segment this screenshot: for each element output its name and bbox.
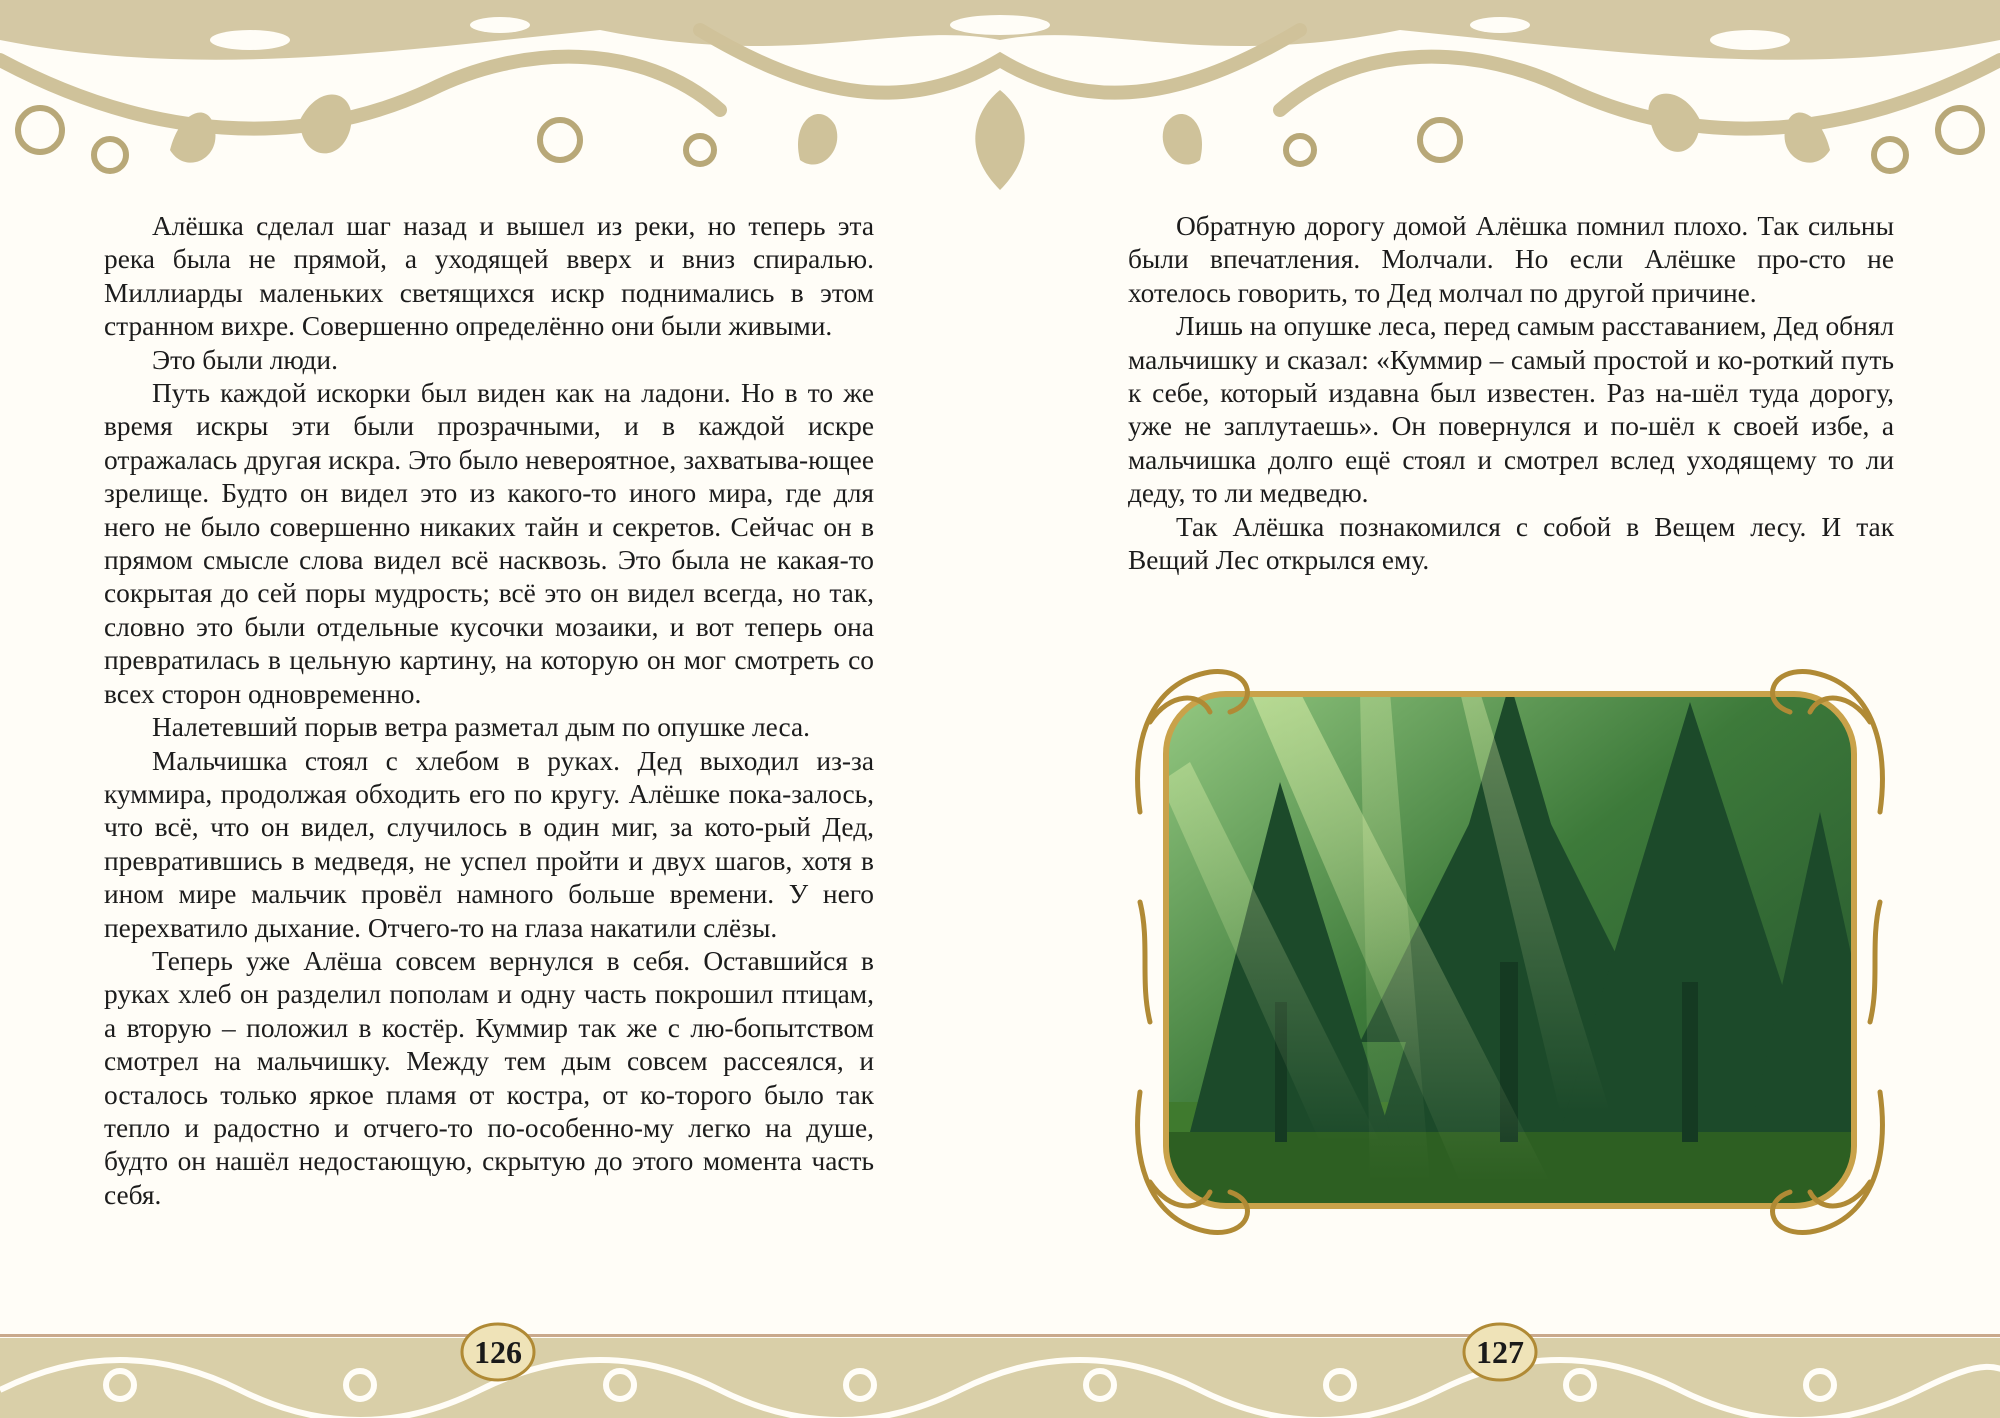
forest-illustration [1130, 662, 1890, 1240]
left-page-text [104, 210, 874, 1212]
right-paragraph: Обратную дорогу домой Алёшка помнил плохо. Так сильны были впечатления. Молчали. Но если Алёшке про-сто не хотелось говорить, то Дед молчал по другой причине. [1128, 211, 1894, 308]
right-paragraph: Лишь на опушке леса, перед самым расставанием, Дед обнял мальчишку и сказал: «Куммир – самый простой и ко-роткий путь к себе, который издавна был известен. Раз на-шёл туда дорогу, уже не заплутаешь». Он повернулся и по-шёл к своей избе, а мальчишка долго ещё стоял и смотрел вслед уходящему то ли деду, то ли медведю. [1128, 311, 1894, 509]
left-paragraph: Мальчишка стоял с хлебом в руках. Дед выходил из-за куммира, продолжая обходить его по кругу. Алёшке пока-залось, что всё, что он видел, случилось в один миг, за кото-рый Дед, превратившись в медведя, не успел пройти и двух шагов, хотя в ином мире мальчик провёл намного больше времени. У него перехватило дыхание. Отчего-то на глаза накатили слёзы. [104, 745, 874, 943]
left-page-number-badge [458, 1320, 538, 1384]
right-page-number: 127 [1476, 1334, 1524, 1370]
left-paragraph: Алёшка сделал шаг назад и вышел из реки, но теперь эта река была не прямой, а уходящей вверх и вниз спиралью. Миллиарды маленьких светящихся искр поднимались в этом странном вихре. Совершенно определённо они были живыми. [104, 211, 874, 342]
left-paragraph: Налетевший порыв ветра разметал дым по опушке леса. [152, 712, 810, 743]
left-paragraph: Это были люди. [152, 344, 338, 375]
right-page-text [1128, 210, 1894, 577]
right-paragraph: Так Алёшка познакомился с собой в Вещем лесу. И так Вещий Лес открылся ему. [1128, 511, 1894, 576]
right-page-number-badge [1460, 1320, 1540, 1384]
top-ornament [0, 0, 2000, 190]
left-paragraph: Путь каждой искорки был виден как на ладони. Но в то же время искры эти были прозрачными, и в каждой искре отражалась другая искра. Это было невероятное, захватыва-ющее зрелище. Будто он видел это из какого-то иного мира, где для него не было совершенно никаких тайн и секретов. Сейчас он в прямом смысле слова видел всё насквозь. Это была не какая-то сокрытая до сей поры мудрость; всё это он видел всегда, но так, словно это были отдельные кусочки мозаики, и вот теперь она превратилась в цельную картину, на которую он мог смотреть со всех сторон одновременно. [104, 378, 874, 709]
left-page-number: 126 [474, 1334, 522, 1370]
bottom-ornament [0, 1330, 2000, 1418]
left-paragraph: Теперь уже Алёша совсем вернулся в себя. Оставшийся в руках хлеб он разделил пополам и одну часть покрошил птицам, а вторую – положил в костёр. Куммир так же с лю-бопытством смотрел на мальчишку. Между тем дым совсем рассеялся, и осталось только яркое пламя от костра, от ко-торого было так тепло и радостно и отчего-то по-особенно-му легко на душе, будто он нашёл недостающую, скрытую до этого момента часть себя. [104, 945, 874, 1210]
